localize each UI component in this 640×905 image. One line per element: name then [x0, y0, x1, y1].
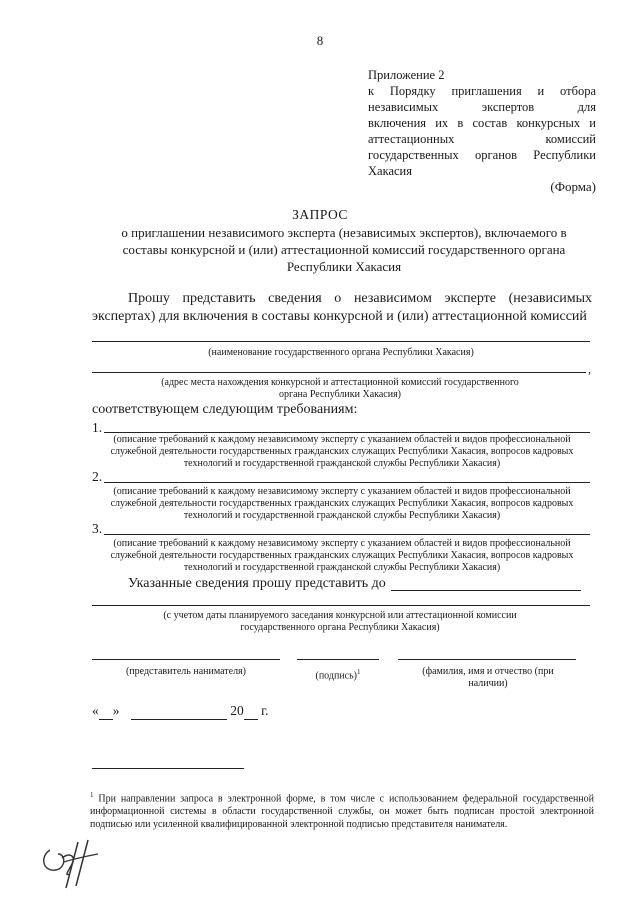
organ-name-caption: (наименование государственного органа Республики Хакасия) [208, 347, 474, 358]
representative-field[interactable] [92, 659, 280, 660]
signature-caption-text: (подпись) [315, 670, 357, 682]
item-number: 3. [92, 521, 103, 536]
meeting-date-caption: (с учетом даты планируемого заседания конкурсной или аттестационной комиссии государственного органа Республики Хакасия) [163, 610, 517, 633]
requirement-caption-2: (описание требований к каждому независимому эксперту с указанием областей и видов профессиональной служебной деятельности государственных гражданских служащих Республики Хакасия, вопросов кадровых технологий и государственной гражданской службы Республики Хакасия) [110, 486, 574, 521]
item-number: 1. [92, 420, 103, 435]
requirement-field-1[interactable] [104, 432, 590, 433]
month-field[interactable] [131, 703, 227, 720]
deadline-extra-field[interactable] [92, 605, 590, 606]
address-comma: , [588, 362, 591, 376]
appendix-line: аттестационных комиссий [368, 132, 596, 146]
form-label: (Форма) [550, 179, 596, 194]
organ-name-field[interactable] [92, 341, 590, 342]
document-subtitle: о приглашении независимого эксперта (независимых экспертов), включаемого в составы конкурсной и (или) аттестационной комиссий государственного органа Республики Хакасия [121, 225, 567, 274]
appendix-block [368, 67, 596, 179]
footnote-text: При направлении запроса в электронной форме, в том числе с использованием федеральной государственной информационной системы в области государственной службы, он может быть подписан простой электронной подписью или усиленной квалифицированной электронной подписью представителя нанимателя. [90, 793, 594, 831]
fio-field[interactable] [398, 659, 576, 660]
footnote-separator [92, 768, 244, 769]
signature-caption [297, 666, 379, 682]
representative-caption: (представитель нанимателя) [125, 666, 247, 677]
address-caption: (адрес места нахождения конкурсной и аттестационной комиссий государственного органа Республики Хакасия) [161, 377, 519, 400]
appendix-line: Приложение 2 [368, 68, 445, 82]
requirement-field-2[interactable] [104, 482, 590, 483]
deadline-text: Указанные сведения прошу представить до [128, 576, 386, 591]
intro-paragraph: Прошу представить сведения о независимом эксперте (независимых экспертах) для включения в составы конкурсной и (или) аттестационной комиссий [92, 291, 592, 324]
footnote-mark: 1 [357, 668, 361, 676]
signature-field[interactable] [297, 659, 379, 660]
page-number: 8 [316, 33, 324, 48]
quote-open: « [92, 703, 99, 718]
fio-caption: (фамилия, имя и отчество (при наличии) [422, 666, 554, 689]
date-line [92, 703, 269, 720]
appendix-line: независимых экспертов для [368, 100, 596, 114]
document-title: ЗАПРОС [292, 207, 348, 222]
year-suffix: г. [261, 703, 269, 718]
deadline-date-field[interactable] [391, 590, 581, 591]
footnote-number: 1 [90, 791, 94, 799]
appendix-line: Хакасия [368, 164, 412, 178]
year-field[interactable] [244, 703, 258, 720]
requirement-caption-1: (описание требований к каждому независимому эксперту с указанием областей и видов профессиональной служебной деятельности государственных гражданских служащих Республики Хакасия, вопросов кадровых технологий и государственной гражданской службы Республики Хакасия) [110, 434, 574, 469]
requirement-caption-3: (описание требований к каждому независимому эксперту с указанием областей и видов профессиональной служебной деятельности государственных гражданских служащих Республики Хакасия, вопросов кадровых технологий и государственной гражданской службы Республики Хакасия) [110, 538, 574, 573]
year-prefix: 20 [230, 703, 244, 718]
quote-close: » [112, 703, 120, 718]
appendix-line: к Порядку приглашения и отбора [368, 84, 596, 98]
footnote [90, 789, 594, 831]
requirement-field-3[interactable] [104, 534, 590, 535]
day-field[interactable] [99, 703, 113, 720]
item-number: 2. [92, 469, 103, 484]
requirements-heading: соответствующем следующим требованиям: [92, 402, 358, 417]
appendix-line: включения их в состав конкурсных и [368, 116, 596, 130]
address-field[interactable] [92, 372, 586, 373]
appendix-line: государственных органов Республики [368, 148, 596, 162]
handwritten-initials-icon [36, 832, 108, 892]
